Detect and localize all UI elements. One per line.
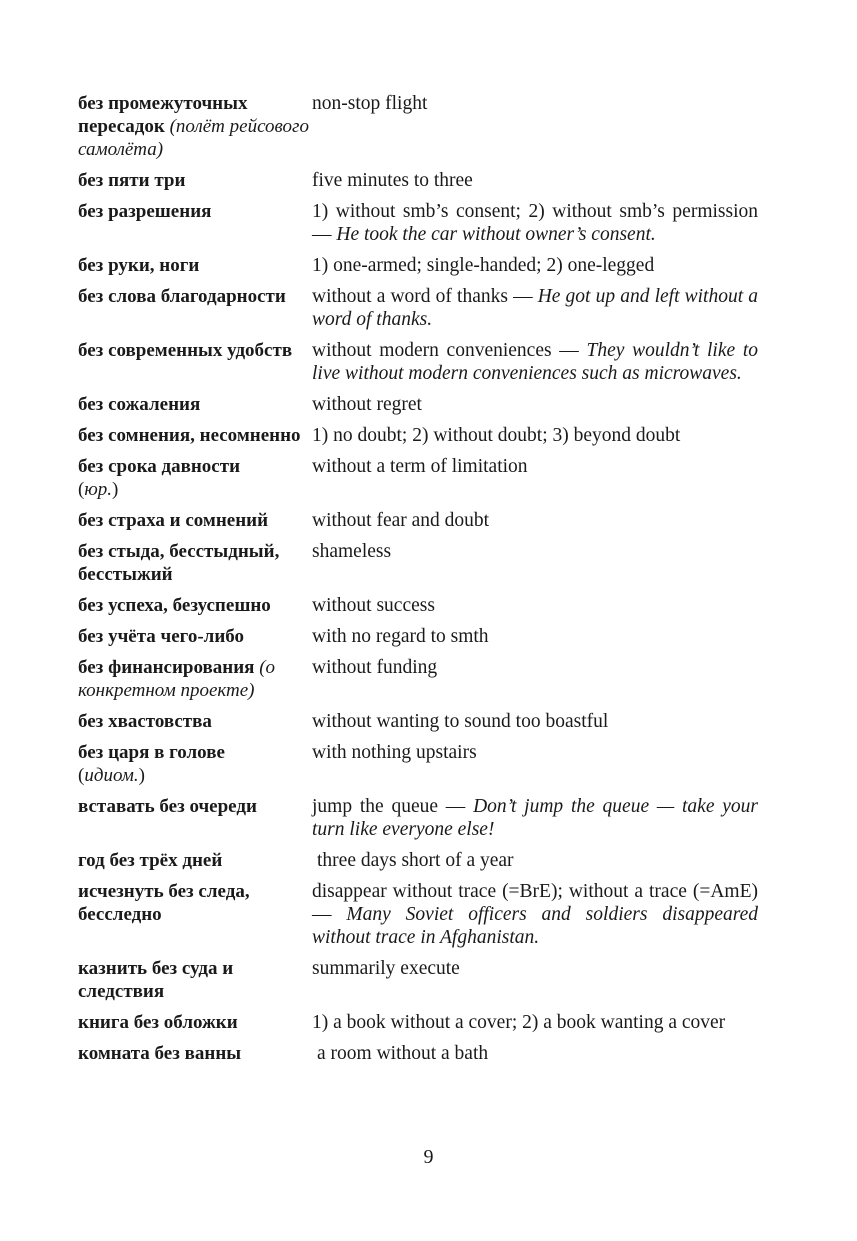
entry — [78, 509, 758, 532]
russian-headword: без успеха, безуспешно — [78, 595, 271, 616]
entry — [78, 285, 758, 331]
russian-headword: без слова благодарности — [78, 286, 286, 307]
russian-term — [78, 1042, 312, 1065]
russian-headword: казнить без суда и следствия — [78, 958, 234, 1002]
example-sentence: He took the car without owner’s consent. — [336, 224, 656, 245]
paren-open: ( — [78, 479, 85, 500]
russian-term — [78, 795, 312, 818]
usage-note: (о конкретном проекте) — [78, 657, 276, 701]
russian-headword: без промежуточных пересадок — [78, 93, 248, 137]
russian-term — [78, 424, 312, 447]
english-translation — [312, 625, 758, 648]
russian-headword: без сомнения, несомненно — [78, 425, 301, 446]
translation-text: with no regard to smth — [312, 626, 489, 647]
russian-headword: без стыда, бесстыдный, бесстыжий — [78, 541, 280, 585]
russian-headword: год без трёх дней — [78, 850, 223, 871]
translation-text: three days short of a year — [317, 850, 514, 871]
entry — [78, 594, 758, 617]
russian-term — [78, 540, 312, 586]
english-translation — [312, 393, 758, 416]
usage-note: юр. — [84, 479, 112, 500]
translation-text: jump the queue — — [312, 796, 474, 817]
russian-headword: без руки, ноги — [78, 255, 200, 276]
entry — [78, 849, 758, 872]
english-translation — [312, 509, 758, 532]
translation-text: without a word of thanks — — [312, 286, 538, 307]
entry — [78, 957, 758, 1003]
english-translation — [312, 957, 758, 980]
translation-text: without regret — [312, 394, 422, 415]
entry — [78, 880, 758, 949]
russian-headword: без сожаления — [78, 394, 201, 415]
translation-text: without wanting to sound too boastful — [312, 711, 609, 732]
english-translation — [312, 1042, 758, 1065]
entry — [78, 540, 758, 586]
paren-close: ) — [111, 479, 119, 500]
english-translation — [312, 540, 758, 563]
entry — [78, 656, 758, 702]
russian-term — [78, 200, 312, 223]
translation-text: without funding — [312, 657, 438, 678]
english-translation — [312, 656, 758, 679]
entry — [78, 455, 758, 501]
entry — [78, 393, 758, 416]
translation-text: without fear and doubt — [312, 510, 490, 531]
translation-text: a room without a bath — [317, 1043, 489, 1064]
russian-headword: без хвастовства — [78, 711, 212, 732]
english-translation — [312, 741, 758, 764]
english-translation — [312, 880, 758, 949]
english-translation — [312, 594, 758, 617]
russian-term — [78, 880, 312, 926]
paren-close: ) — [138, 765, 145, 786]
entry — [78, 92, 758, 161]
english-translation — [312, 1011, 758, 1034]
entry — [78, 339, 758, 385]
russian-term — [78, 285, 312, 308]
russian-term — [78, 339, 312, 362]
english-translation — [312, 339, 758, 385]
entry — [78, 1042, 758, 1065]
russian-headword: без разрешения — [78, 201, 212, 222]
translation-text: five minutes to three — [312, 170, 473, 191]
russian-term — [78, 957, 312, 1003]
translation-text: disappear without trace (=BrE); without a trace (=AmE) — — [312, 881, 758, 925]
russian-term — [78, 509, 312, 532]
english-translation — [312, 254, 758, 277]
russian-headword: без царя в голове — [78, 742, 225, 763]
translation-text: shameless — [312, 541, 392, 562]
russian-headword: без страха и сомнений — [78, 510, 269, 531]
english-translation — [312, 455, 758, 478]
translation-text: 1) one-armed; single-handed; 2) one-legged — [312, 255, 655, 276]
english-translation — [312, 710, 758, 733]
russian-headword: без срока давности — [78, 456, 241, 477]
russian-term — [78, 1011, 312, 1034]
example-sentence: They wouldn’t like to live without modern conveniences such as microwaves. — [312, 340, 758, 384]
usage-note: идиом. — [84, 765, 139, 786]
translation-text: 1) no doubt; 2) without doubt; 3) beyond doubt — [312, 425, 681, 446]
english-translation — [312, 169, 758, 192]
english-translation — [312, 285, 758, 331]
translation-text: with nothing upstairs — [312, 742, 477, 763]
english-translation — [312, 200, 758, 246]
english-translation — [312, 795, 758, 841]
entry — [78, 710, 758, 733]
entry — [78, 424, 758, 447]
dictionary-page — [78, 92, 758, 1073]
translation-text: non-stop flight — [312, 93, 428, 114]
russian-term — [78, 169, 312, 192]
russian-headword: без финансирования — [78, 657, 255, 678]
russian-term — [78, 741, 312, 787]
entry — [78, 200, 758, 246]
russian-headword: исчезнуть без следа, бесследно — [78, 881, 250, 925]
paren-open: ( — [78, 765, 85, 786]
russian-headword: комната без ванны — [78, 1043, 242, 1064]
example-sentence: Don’t jump the queue — take your turn like everyone else! — [312, 796, 759, 840]
russian-term — [78, 849, 312, 872]
russian-term — [78, 625, 312, 648]
russian-term — [78, 393, 312, 416]
translation-text: without a term of limitation — [312, 456, 528, 477]
russian-headword: без учёта чего-либо — [78, 626, 245, 647]
translation-text: 1) a book without a cover; 2) a book wanting a cover — [312, 1012, 726, 1033]
example-sentence: Many Soviet officers and soldiers disappeared without trace in Afghanistan. — [312, 904, 759, 948]
russian-headword: вставать без очереди — [78, 796, 257, 817]
russian-term — [78, 254, 312, 277]
russian-headword: книга без обложки — [78, 1012, 238, 1033]
russian-headword: без пяти три — [78, 170, 186, 191]
english-translation — [312, 849, 758, 872]
entry — [78, 625, 758, 648]
russian-term — [78, 92, 312, 161]
russian-headword: без современных удобств — [78, 340, 293, 361]
translation-text: summarily execute — [312, 958, 460, 979]
english-translation — [312, 92, 758, 115]
example-sentence: He got up and left without a word of thanks. — [312, 286, 758, 330]
russian-term — [78, 656, 312, 702]
entry — [78, 254, 758, 277]
translation-text: 1) without smb’s consent; 2) without smb’s permission — — [312, 201, 758, 245]
translation-text: without success — [312, 595, 435, 616]
english-translation — [312, 424, 758, 447]
entry — [78, 1011, 758, 1034]
russian-term — [78, 455, 312, 501]
usage-note: (полёт рейсового самолёта) — [78, 116, 309, 160]
entry — [78, 795, 758, 841]
russian-term — [78, 594, 312, 617]
page-number: 9 — [423, 1146, 434, 1168]
entry — [78, 741, 758, 787]
entry — [78, 169, 758, 192]
translation-text: without modern conveniences — — [312, 340, 587, 361]
russian-term — [78, 710, 312, 733]
